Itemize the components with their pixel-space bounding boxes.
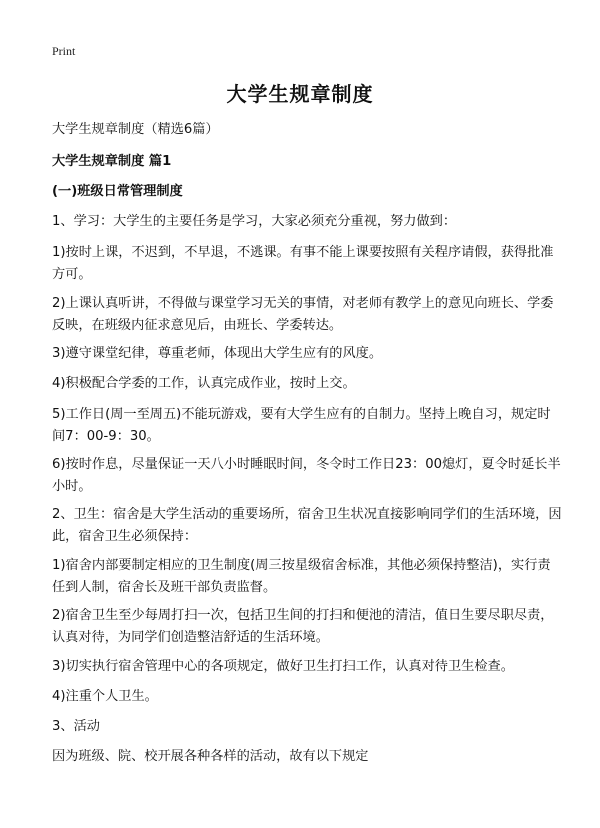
paragraph: 1)宿舍内部要制定相应的卫生制度(周三按星级宿舍标准，其他必须保持整洁)，实行责任到人制，宿舍长及班干部负责监督。	[52, 558, 551, 595]
paragraph: 2)宿舍卫生至少每周打扫一次，包括卫生间的打扫和便池的清洁，值日生要尽职尽责，认真对待，为同学们创造整洁舒适的生活环境。	[52, 608, 554, 645]
sub-heading: (一)班级日常管理制度	[52, 184, 183, 199]
paragraph: 4)积极配合学委的工作，认真完成作业，按时上交。	[52, 376, 356, 391]
paragraph: 3、活动	[52, 719, 100, 734]
paragraph: 1、学习：大学生的主要任务是学习，大家必须充分重视，努力做到：	[52, 214, 457, 229]
paragraph: 4)注重个人卫生。	[52, 689, 158, 704]
document-title: 大学生规章制度	[226, 82, 374, 106]
paragraph: 5)工作日(周一至周五)不能玩游戏，要有大学生应有的自制力。坚持上晚自习，规定时间7：00-9：30。	[52, 407, 551, 444]
paragraph: 1)按时上课，不迟到，不早退，不逃课。有事不能上课要按照有关程序请假，获得批准方可。	[52, 245, 554, 282]
paragraph: 6)按时作息，尽量保证一天八小时睡眠时间，冬令时工作日23：00熄灯，夏令时延长半小时。	[52, 457, 561, 494]
paragraph: 3)遵守课堂纪律，尊重老师，体现出大学生应有的风度。	[52, 346, 383, 361]
paragraph: 3)切实执行宿舍管理中心的各项规定，做好卫生打扫工作，认真对待卫生检查。	[52, 659, 514, 674]
paragraph: 因为班级、院、校开展各种各样的活动，故有以下规定	[52, 749, 369, 764]
document-subtitle: 大学生规章制度（精选6篇）	[52, 122, 219, 137]
section-heading: 大学生规章制度 篇1	[52, 154, 172, 169]
paragraph: 2、卫生：宿舍是大学生活动的重要场所，宿舍卫生状况直接影响同学们的生活环境，因此，宿舍卫生必须保持：	[52, 507, 562, 544]
print-label: Print	[52, 44, 76, 58]
paragraph: 2)上课认真听讲，不得做与课堂学习无关的事情，对老师有教学上的意见向班长、学委反映，在班级内征求意见后，由班长、学委转达。	[52, 296, 554, 333]
